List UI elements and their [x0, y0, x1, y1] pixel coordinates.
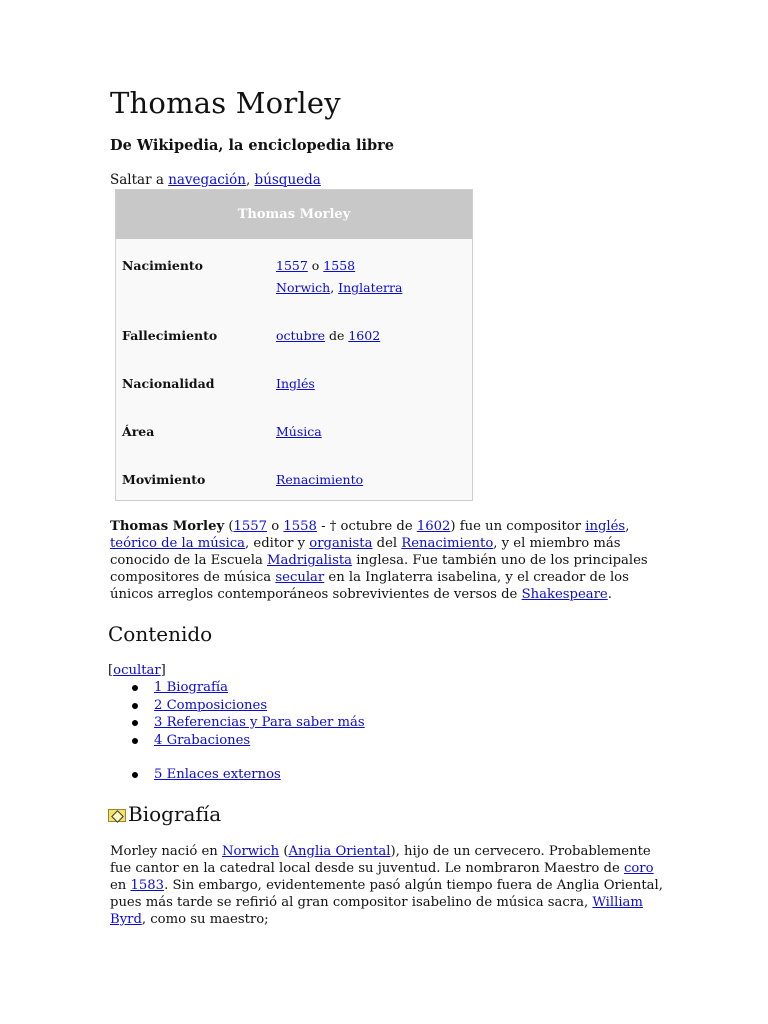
area-link[interactable]: Música [276, 424, 322, 439]
renacimiento-link[interactable]: Renacimiento [401, 536, 494, 551]
intro-text: inglesa. Fue también uno de los principales compositores de música [110, 553, 648, 585]
byrd-link[interactable]: William Byrd [110, 895, 643, 927]
jump-separator: , [245, 172, 255, 188]
infobox-nationality-value [276, 373, 315, 395]
navigation-link[interactable]: navegación [168, 172, 246, 188]
intro-text: - † octubre de [316, 519, 417, 534]
year-1583-link[interactable]: 1583 [130, 878, 165, 893]
infobox-title: Thomas Morley [116, 190, 472, 239]
intro-name: Thomas Morley [110, 519, 225, 534]
anglia-link[interactable]: Anglia Oriental [288, 844, 391, 859]
intro-text: , y el miembro más conocido de la Escuela [110, 536, 621, 568]
intro-text: ( [224, 519, 234, 534]
toc-item [110, 766, 281, 784]
toc-item [110, 732, 365, 750]
intro-text: , editor y [245, 536, 310, 551]
birth-or-text: o [307, 258, 324, 273]
infobox-death-value [276, 325, 380, 347]
toc-item [110, 679, 365, 697]
death-de-text: de [324, 328, 349, 343]
biography-paragraph [110, 843, 670, 928]
toc-bracket-open: [ [108, 663, 114, 678]
toc-heading: Contenido [108, 622, 213, 646]
jump-links [110, 172, 321, 188]
page-subtitle: De Wikipedia, la enciclopedia libre [110, 137, 394, 154]
edit-icon[interactable] [108, 809, 126, 822]
toc-list [110, 679, 365, 749]
nationality-link[interactable]: Inglés [276, 376, 315, 391]
death-month-link[interactable]: octubre [276, 328, 325, 343]
toc-bracket-close: ] [160, 663, 166, 678]
infobox-death-label: Fallecimiento [122, 328, 218, 343]
page-title: Thomas Morley [110, 86, 341, 120]
infobox-birth-label: Nacimiento [122, 258, 204, 273]
toc-link-referencias[interactable]: 3 Referencias y Para saber más [154, 715, 365, 730]
birth-year-1557-link[interactable]: 1557 [276, 258, 308, 273]
teorico-link[interactable]: teórico de la música [110, 536, 246, 551]
infobox-birth-value [276, 255, 402, 299]
toc-item [110, 714, 365, 732]
toc-toggle [108, 663, 166, 678]
infobox-area-label: Área [122, 424, 155, 439]
intro-year-1558-link[interactable]: 1558 [283, 519, 317, 534]
intro-text: del [372, 536, 402, 551]
intro-text: . [607, 587, 612, 602]
bio-text: ( [279, 844, 289, 859]
toc-list-extra [110, 766, 281, 784]
madrigalista-link[interactable]: Madrigalista [267, 553, 352, 568]
shakespeare-link[interactable]: Shakespeare [521, 587, 608, 602]
movement-link[interactable]: Renacimiento [276, 472, 364, 487]
death-year-link[interactable]: 1602 [348, 328, 381, 343]
birth-city-link[interactable]: Norwich [276, 280, 331, 295]
infobox-area-value [276, 421, 322, 443]
organista-link[interactable]: organista [309, 536, 373, 551]
birth-year-1558-link[interactable]: 1558 [323, 258, 356, 273]
infobox-movement-label: Movimiento [122, 472, 206, 487]
intro-year-1557-link[interactable]: 1557 [233, 519, 268, 534]
toc-link-grabaciones[interactable]: 4 Grabaciones [154, 732, 251, 748]
intro-text: o [267, 519, 284, 534]
toc-link-enlaces[interactable]: 5 Enlaces externos [154, 767, 281, 782]
toc-item [110, 697, 365, 715]
toc-link-biografia[interactable]: 1 Biografía [154, 680, 228, 695]
intro-year-1602-link[interactable]: 1602 [416, 519, 451, 534]
birth-country-link[interactable]: Inglaterra [338, 280, 403, 295]
intro-text: en la Inglaterra isabelina, y el creador de los únicos arreglos contemporáneos sobrevivientes de versos de [110, 570, 629, 602]
bio-text: . Sin embargo, evidentemente pasó algún tiempo fuera de Anglia Oriental, pues más tarde se refirió al gran compositor isabelino de música sacra, [110, 878, 663, 910]
toc-link-composiciones[interactable]: 2 Composiciones [154, 697, 268, 713]
bio-text: en [110, 878, 131, 893]
jump-prefix: Saltar a [110, 172, 169, 188]
infobox [115, 189, 473, 501]
intro-text: , [625, 519, 630, 534]
birth-comma: , [330, 280, 339, 295]
biography-heading [108, 802, 221, 826]
bio-text: Morley nació en [110, 844, 222, 859]
infobox-nationality-label: Nacionalidad [122, 376, 215, 391]
search-link[interactable]: búsqueda [254, 172, 321, 188]
bio-text: , como su maestro; [141, 912, 269, 927]
intro-paragraph [110, 518, 670, 603]
norwich-link[interactable]: Norwich [222, 844, 280, 859]
bio-text: ), hijo de un cervecero. Probablemente fue cantor en la catedral local desde su juventud. Le nombraron Maestro de [110, 844, 651, 876]
infobox-movement-value [276, 469, 363, 491]
intro-text: ) fue un compositor [450, 519, 586, 534]
coro-link[interactable]: coro [623, 861, 654, 876]
biography-heading-text: Biografía [128, 802, 222, 826]
toc-hide-link[interactable]: ocultar [113, 663, 161, 678]
secular-link[interactable]: secular [275, 570, 325, 585]
ingles-link[interactable]: inglés [585, 519, 626, 534]
